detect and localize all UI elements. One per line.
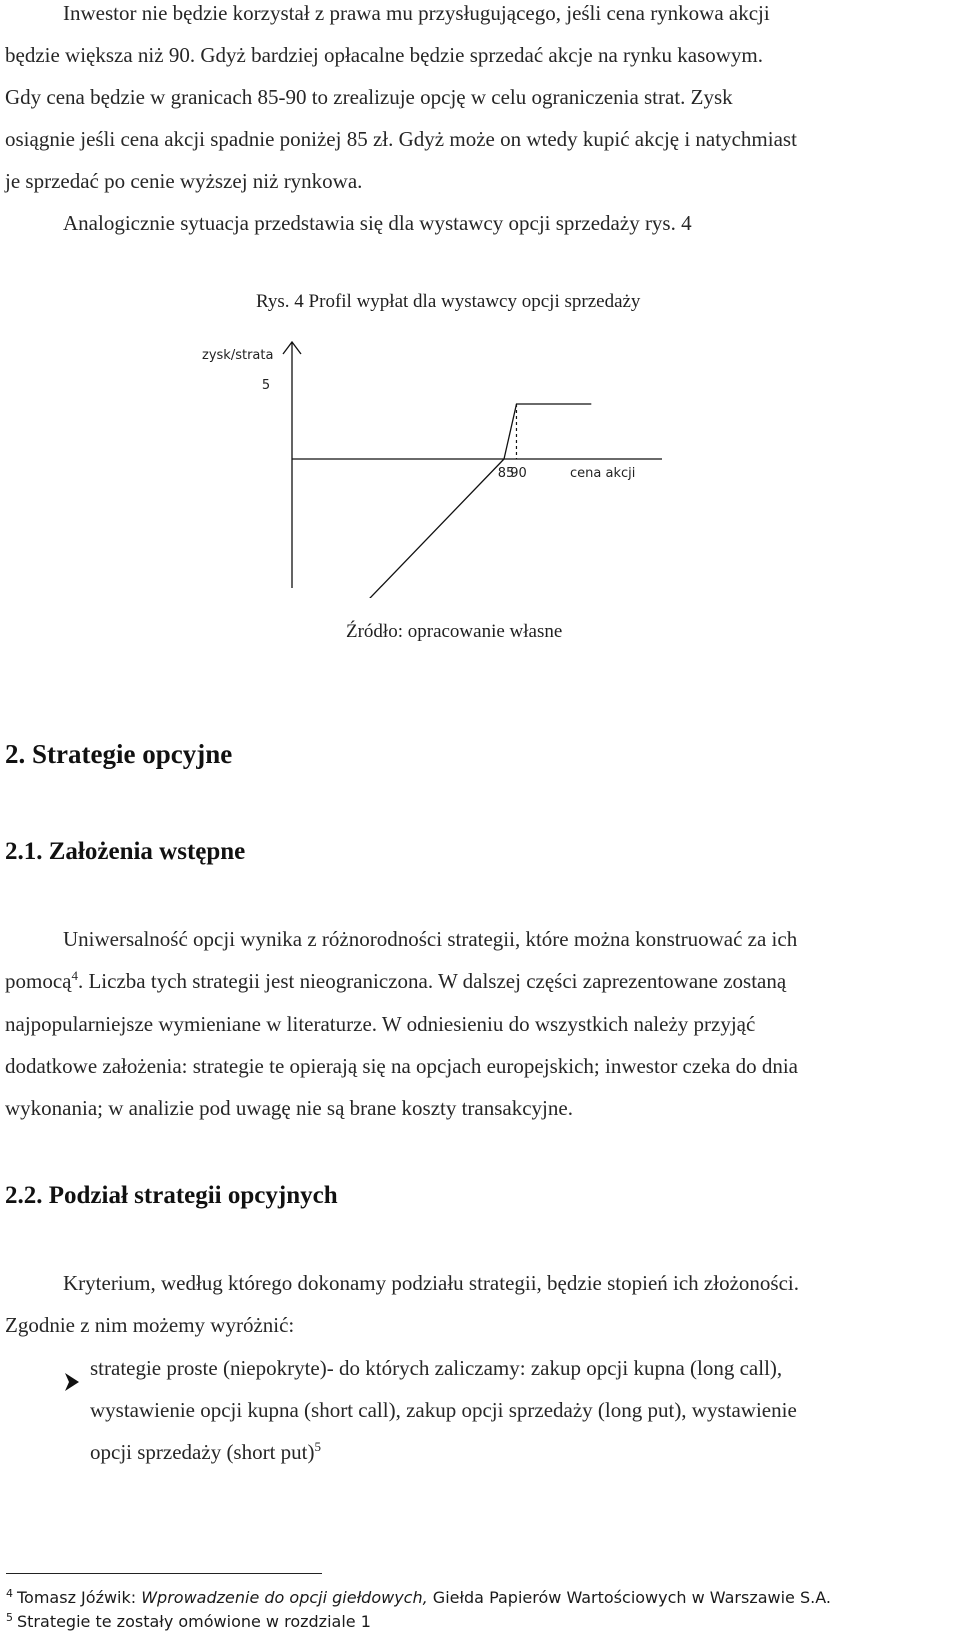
footnote-4-title: Wprowadzenie do opcji giełdowych, [141, 1588, 428, 1607]
bullet-line-2: wystawienie opcji kupna (short call), zakup opcji sprzedaży (long put), wystawienie [90, 1398, 797, 1422]
section21-line-2-start: pomocą [5, 969, 72, 993]
paragraph1-line-4: osiągnie jeśli cena akcji spadnie poniżej 85 zł. Gdyż może on wtedy kupić akcję i natychmiast [5, 127, 797, 151]
chart-marks [262, 378, 591, 598]
paragraph1-line-5: je sprzedać po cenie wyższej niż rynkowa. [5, 169, 363, 193]
figure-source: Źródło: opracowanie własne [346, 621, 563, 642]
section-2-2-heading: 2.2. Podział strategii opcyjnych [5, 1182, 338, 1209]
section21-line-4: dodatkowe założenia: strategie te opierają się na opcjach europejskich; inwestor czeka do dnia [5, 1054, 798, 1078]
chart-axes [283, 342, 662, 588]
y-axis-label: zysk/strata [202, 348, 274, 363]
figure-caption: Rys. 4 Profil wypłat dla wystawcy opcji sprzedaży [256, 291, 641, 312]
section22-line-1: Kryterium, według którego dokonamy podziału strategii, będzie stopień ich złożoności. [63, 1271, 799, 1295]
section-2-heading: 2. Strategie opcyjne [5, 739, 233, 769]
bullet-line-1: strategie proste (niepokryte)- do których zaliczamy: zakup opcji kupna (long call), [90, 1356, 783, 1380]
footnote-5-number: 5 [6, 1610, 13, 1624]
footnote-5-text: Strategie te zostały omówione w rozdziale 1 [17, 1612, 371, 1631]
section21-line-3: najpopularniejsze wymieniane w literaturze. W odniesieniu do wszystkich należy przyjąć [5, 1012, 756, 1036]
paragraph2-text: Analogicznie sytuacja przedstawia się dla wystawcy opcji sprzedaży rys. 4 [63, 211, 692, 235]
section21-line-5: wykonania; w analizie pod uwagę nie są brane koszty transakcyjne. [5, 1096, 573, 1120]
payoff-chart [196, 336, 676, 598]
section-2-1-heading: 2.1. Założenia wstępne [5, 838, 246, 865]
section22-line-2: Zgodnie z nim możemy wyróżnić: [5, 1313, 295, 1337]
x-axis-label: cena akcji [570, 466, 636, 481]
footnote-4-publisher: Giełda Papierów Wartościowych w Warszawie S.A. [427, 1588, 831, 1607]
x-tick-label: 85 [497, 466, 515, 481]
footnote-ref-5[interactable]: 5 [314, 1439, 322, 1454]
paragraph1-line-1: Inwestor nie będzie korzystał z prawa mu przysługującego, jeśli cena rynkowa akcji [63, 1, 770, 25]
bullet-line-3-text: opcji sprzedaży (short put) [90, 1440, 315, 1464]
footnote-4-author: Tomasz Jóźwik: [17, 1588, 142, 1607]
paragraph1-line-3: Gdy cena będzie w granicach 85-90 to zrealizuje opcję w celu ograniczenia strat. Zysk [5, 85, 733, 109]
footnote-5 [6, 1610, 371, 1631]
arrowhead-bullet-icon [64, 1372, 80, 1392]
bullet-line-3 [90, 1439, 322, 1464]
footnote-separator [6, 1573, 322, 1574]
footnote-4-number: 4 [6, 1586, 13, 1600]
section21-line-1: Uniwersalność opcji wynika z różnorodności strategii, które można konstruować za ich [63, 927, 798, 951]
x-tick-label: 90 [510, 466, 527, 481]
paragraph1-line-2: będzie większa niż 90. Gdyż bardziej opłacalne będzie sprzedać akcje na rynku kasowym. [5, 43, 763, 67]
payoff-line [292, 404, 591, 598]
section21-line-2 [5, 968, 787, 993]
section21-line-2-end: . Liczba tych strategii jest nieograniczona. W dalszej części zaprezentowane zostaną [77, 969, 787, 993]
footnote-4 [6, 1586, 831, 1607]
y-tick-label: 5 [261, 378, 271, 393]
footnote-ref-4[interactable]: 4 [71, 968, 78, 983]
